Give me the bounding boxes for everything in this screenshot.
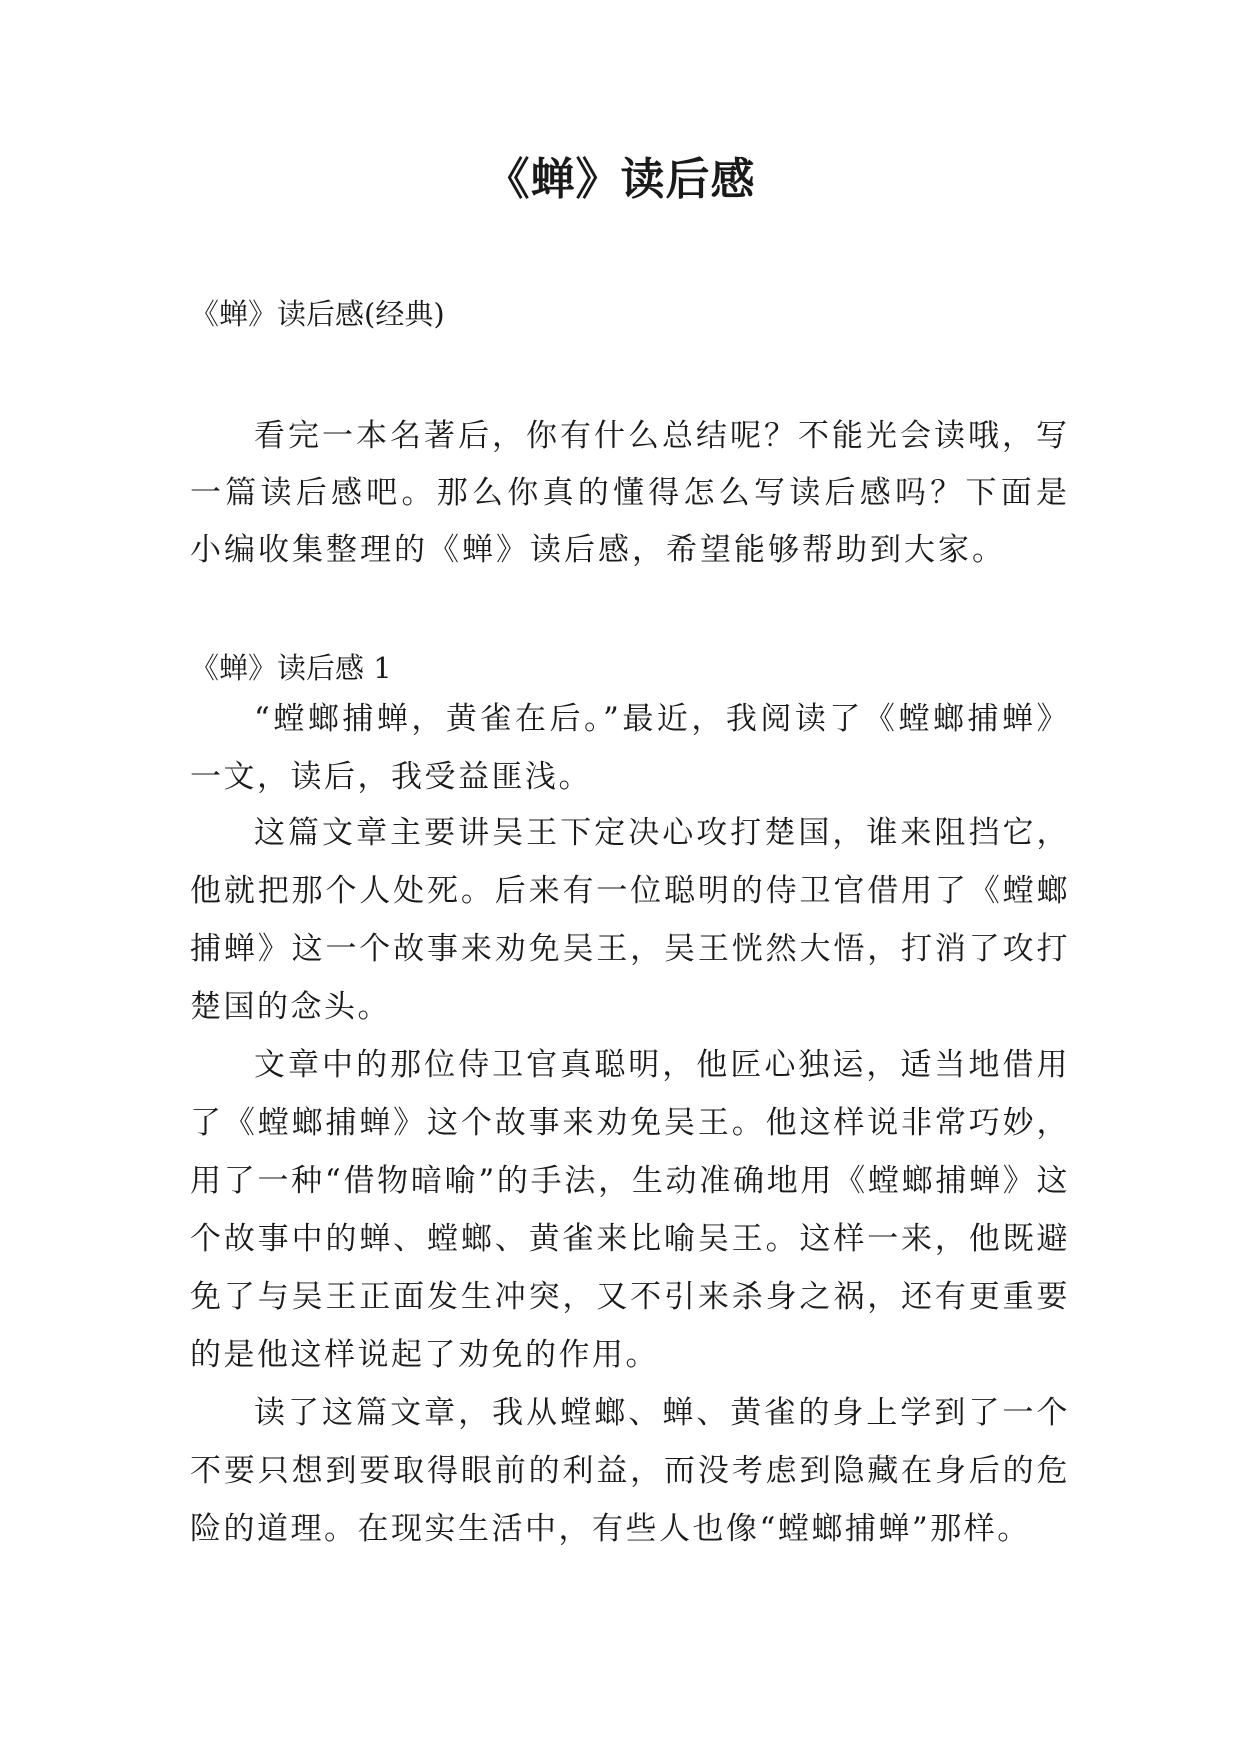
document-subtitle: 《蝉》读后感(经典) (190, 297, 445, 331)
page-title: 《蝉》读后感 (485, 154, 756, 205)
section-heading: 《蝉》读后感 1 (190, 651, 392, 685)
body-paragraph-4: 读了这篇文章，我从螳螂、蝉、黄雀的身上学到了一个不要只想到要取得眼前的利益，而没考虑到隐藏在身后的危险的道理。在现实生活中，有些人也像“螳螂捕蝉”那样。 (190, 1395, 1070, 1547)
body-paragraph-2: 这篇文章主要讲吴王下定决心攻打楚国，谁来阻挡它，他就把那个人处死。后来有一位聪明的侍卫官借用了《螳螂捕蝉》这一个故事来劝免吴王，吴王恍然大悟，打消了攻打楚国的念头。 (190, 815, 1070, 1025)
intro-paragraph: 看完一本名著后，你有什么总结呢？不能光会读哦，写一篇读后感吧。那么你真的懂得怎么写读后感吗？下面是小编收集整理的《蝉》读后感，希望能够帮助到大家。 (190, 418, 1070, 568)
body-paragraph-1: “螳螂捕蝉，黄雀在后。”最近，我阅读了《螳螂捕蝉》一文，读后，我受益匪浅。 (190, 701, 1070, 795)
body-paragraph-3: 文章中的那位侍卫官真聪明，他匠心独运，适当地借用了《螳螂捕蝉》这个故事来劝免吴王。他这样说非常巧妙，用了一种“借物暗喻”的手法，生动准确地用《螳螂捕蝉》这个故事中的蝉、螳螂、黄雀来比喻吴王。这样一来，他既避免了与吴王正面发生冲突，又不引来杀身之祸，还有更重要的是他这样说起了劝免的作用。 (190, 1047, 1070, 1373)
